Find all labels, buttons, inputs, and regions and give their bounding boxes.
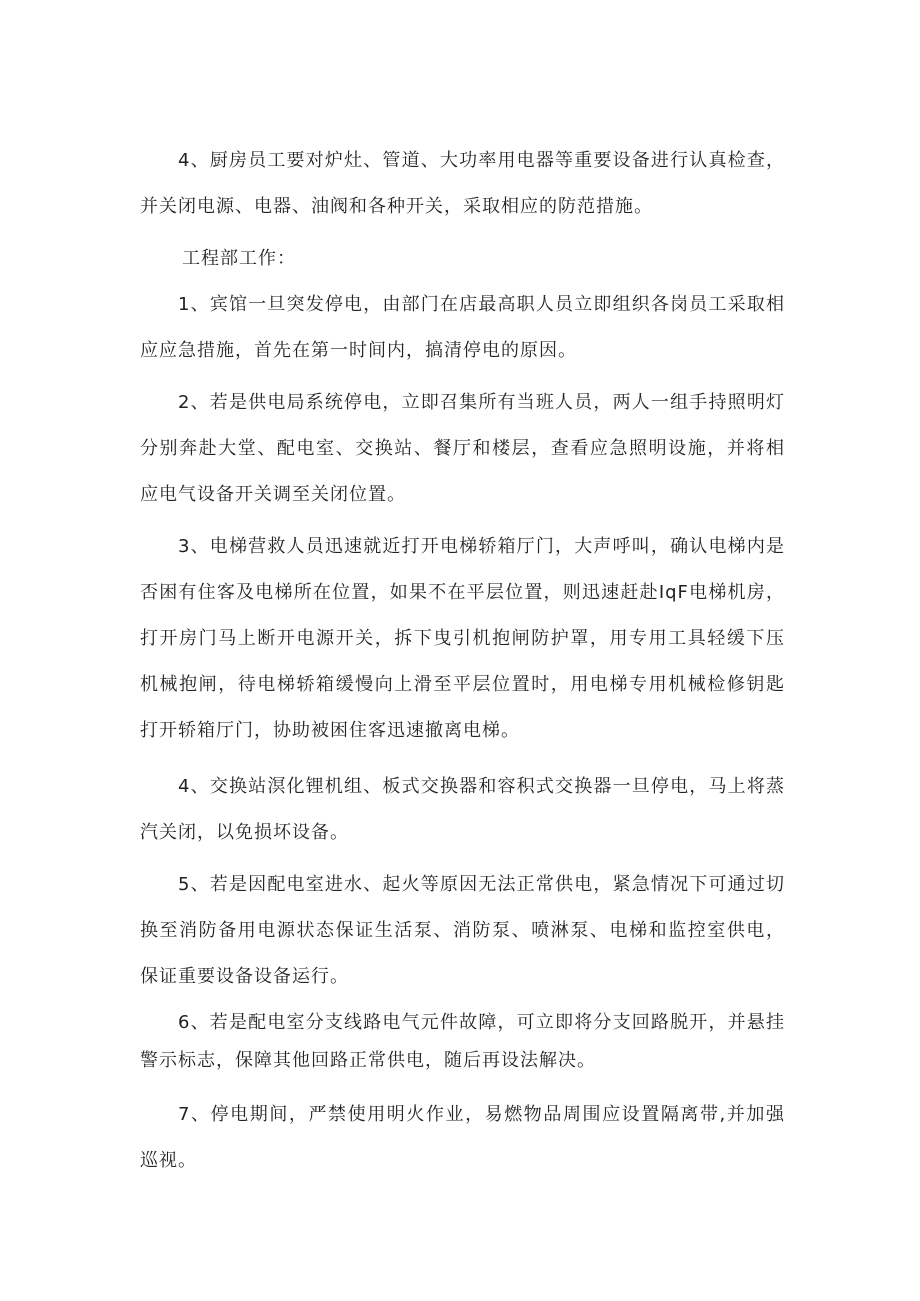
paragraph-item-4: 4、交换站溟化锂机组、板式交换器和容积式交换器一旦停电，马上将蒸汽关闭，以免损坏设备。 [140,776,785,843]
paragraph-item-6: 6、若是配电室分支线路电气元件故障，可立即将分支回路脱开，并悬挂警示标志，保障其他回路正常供电，随后再设法解决。 [140,1012,785,1071]
paragraph-kitchen-equipment: 4、厨房员工要对炉灶、管道、大功率用电器等重要设备进行认真检查，并关闭电源、电器、油阀和各种开关，采取相应的防范措施。 [140,150,785,217]
paragraph-item-2: 2、若是供电局系统停电，立即召集所有当班人员，两人一组手持照明灯分别奔赴大堂、配电室、交换站、餐厅和楼层，查看应急照明设施，并将相应电气设备开关调至关闭位置。 [140,392,785,505]
paragraph-item-3: 3、电梯营救人员迅速就近打开电梯轿箱厅门，大声呼叫，确认电梯内是否困有住客及电梯所在位置，如果不在平层位置，则迅速赶赴IqF电梯机房，打开房门马上断开电源开关，拆下曳引机抱闸防护罩，用专用工具轻缓下压机械抱闸，待电梯轿箱缓慢向上滑至平层位置时，用电梯专用机械检修钥匙打开轿箱厅门，协助被困住客迅速撤离电梯。 [140,536,785,741]
section-heading-engineering: 工程部工作： [182,248,296,269]
paragraph-item-1: 1、宾馆一旦突发停电，由部门在店最高职人员立即组织各岗员工采取相应应急措施，首先在第一时间内，搞清停电的原因。 [140,294,785,361]
paragraph-item-5: 5、若是因配电室进水、起火等原因无法正常供电，紧急情况下可通过切换至消防备用电源状态保证生活泵、消防泵、喷淋泵、电梯和监控室供电，保证重要设备设备运行。 [140,874,785,987]
paragraph-item-7: 7、停电期间，严禁使用明火作业，易燃物品周围应设置隔离带,并加强巡视。 [140,1104,785,1171]
